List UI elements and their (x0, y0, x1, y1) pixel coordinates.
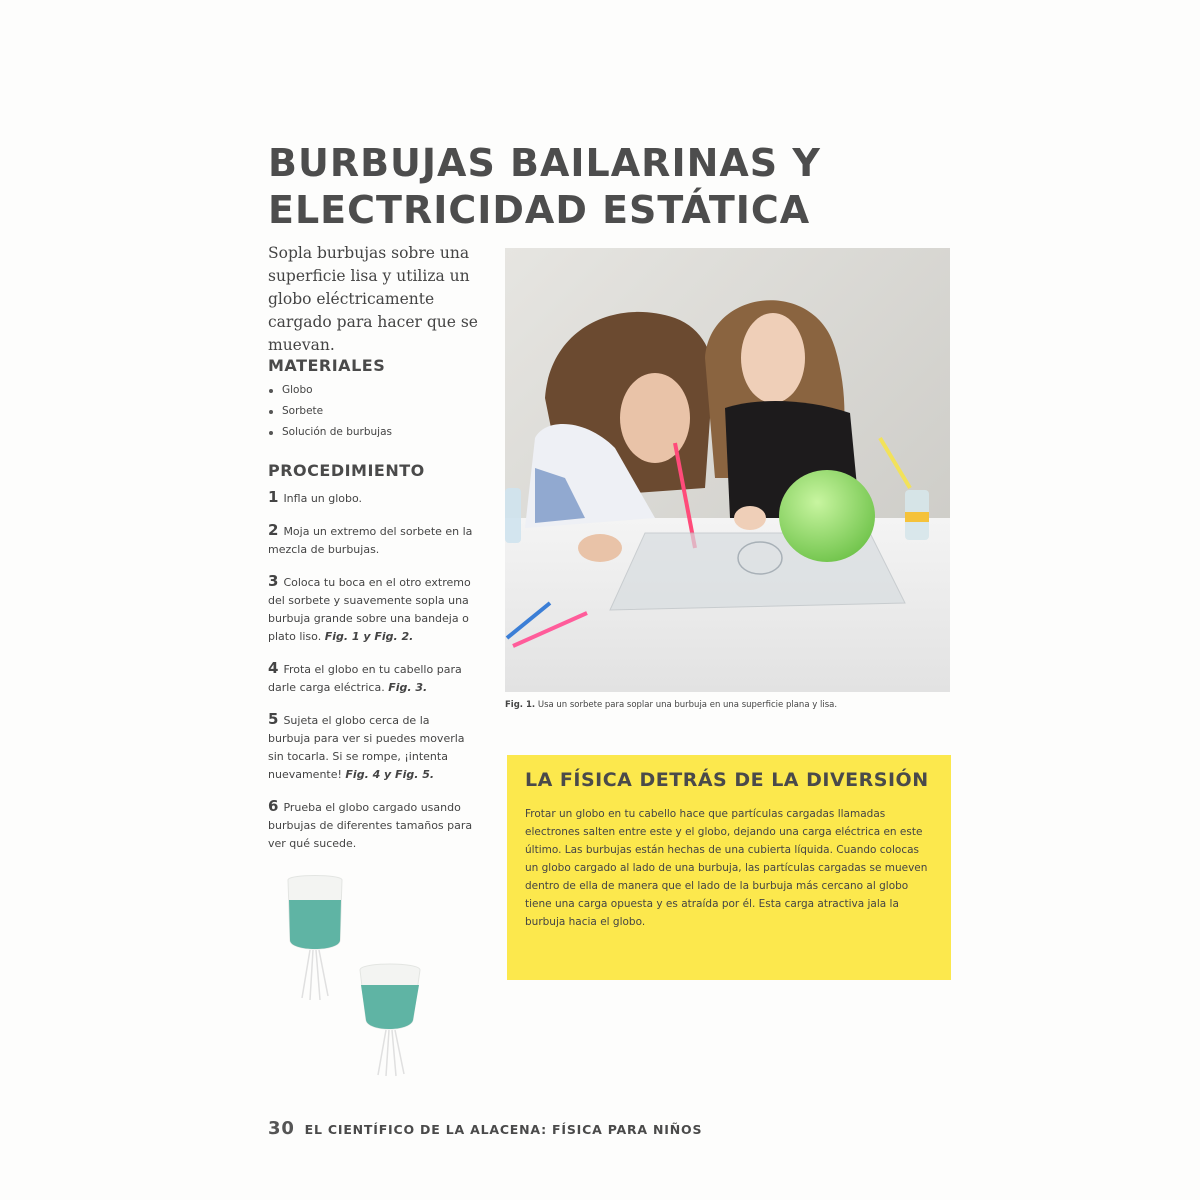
procedure-step (268, 521, 473, 559)
procedure-step (268, 659, 473, 697)
procedure-steps (268, 488, 473, 866)
figure-1-photo (505, 248, 950, 692)
materials-heading: MATERIALES (268, 356, 386, 375)
green-balloon (779, 470, 875, 562)
step-number: 3 (268, 572, 279, 590)
step-number: 1 (268, 488, 279, 506)
hand-right (734, 506, 766, 530)
bubble-cups-icon (280, 870, 450, 1080)
figure-reference: Fig. 3. (388, 681, 428, 694)
list-item: Globo (268, 380, 392, 401)
step-number: 4 (268, 659, 279, 677)
jar-left (505, 488, 521, 543)
caption-label: Fig. 1. (505, 700, 536, 710)
hand-left (578, 534, 622, 562)
bullet-icon (269, 389, 273, 393)
materials-list (268, 380, 392, 443)
step-number: 5 (268, 710, 279, 728)
girl-right-face (741, 313, 805, 403)
procedure-heading: PROCEDIMIENTO (268, 461, 425, 480)
book-title: EL CIENTÍFICO DE LA ALACENA: FÍSICA PARA NIÑOS (304, 1122, 703, 1137)
procedure-step (268, 797, 473, 853)
page-title: BURBUJAS BAILARINAS Y ELECTRICIDAD ESTÁTICA (268, 141, 821, 232)
girl-left-face (620, 373, 690, 463)
step-text: Prueba el globo cargado usando burbujas de diferentes tamaños para ver qué sucede. (268, 801, 473, 850)
step-number: 6 (268, 797, 279, 815)
figure-reference: Fig. 1 y Fig. 2. (324, 630, 414, 643)
procedure-step (268, 572, 473, 646)
cup-2-strings (378, 1030, 404, 1076)
procedure-step (268, 488, 473, 508)
jar-lid-yellow (905, 512, 929, 522)
science-box-heading: LA FÍSICA DETRÁS DE LA DIVERSIÓN (525, 769, 929, 791)
caption-text: Usa un sorbete para soplar una burbuja en una superficie plana y lisa. (537, 700, 838, 710)
figure-reference: Fig. 4 y Fig. 5. (345, 768, 435, 781)
science-box-body: Frotar un globo en tu cabello hace que partículas cargadas llamadas electrones salten entre este y el globo, dejando una carga eléctrica en este último. Las burbujas están hechas de una cubierta líquida. Cuando colocas un globo cargado al lado de una burbuja, las partículas cargadas se mueven dentro de ella de manera que el lado de la burbuja más cercano al globo tiene una carga opuesta y es atraída por él. Esta carga atractiva jala la burbuja hacia el globo. (525, 808, 928, 928)
photo-illustration (505, 248, 950, 692)
intro-text: Sopla burbujas sobre una superficie lisa y utiliza un globo eléctricamente cargado para hacer que se muevan. (268, 244, 478, 354)
page-footer (268, 1118, 702, 1139)
bullet-icon (269, 410, 273, 414)
cup-2-liquid (361, 985, 419, 1029)
list-item: Solución de burbujas (268, 422, 392, 443)
step-text: Infla un globo. (283, 492, 363, 505)
step-text: Sujeta el globo cerca de la burbuja para ver si puedes moverla sin tocarla. Si se rompe, ¡intenta nuevamente! (268, 714, 465, 781)
science-box (507, 755, 951, 980)
step-text: Frota el globo en tu cabello para darle carga eléctrica. (268, 663, 462, 694)
cup-1-liquid (289, 900, 341, 949)
step-text: Coloca tu boca en el otro extremo del sorbete y suavemente sopla una burbuja grande sobre una bandeja o plato liso. (268, 576, 471, 643)
procedure-step (268, 710, 473, 784)
cups-illustration (280, 870, 450, 1080)
bullet-icon (269, 431, 273, 435)
list-item: Sorbete (268, 401, 392, 422)
page-number: 30 (268, 1118, 295, 1139)
cup-1-strings (302, 950, 328, 1000)
step-text: Moja un extremo del sorbete en la mezcla de burbujas. (268, 525, 473, 556)
figure-caption (505, 700, 950, 710)
step-number: 2 (268, 521, 279, 539)
